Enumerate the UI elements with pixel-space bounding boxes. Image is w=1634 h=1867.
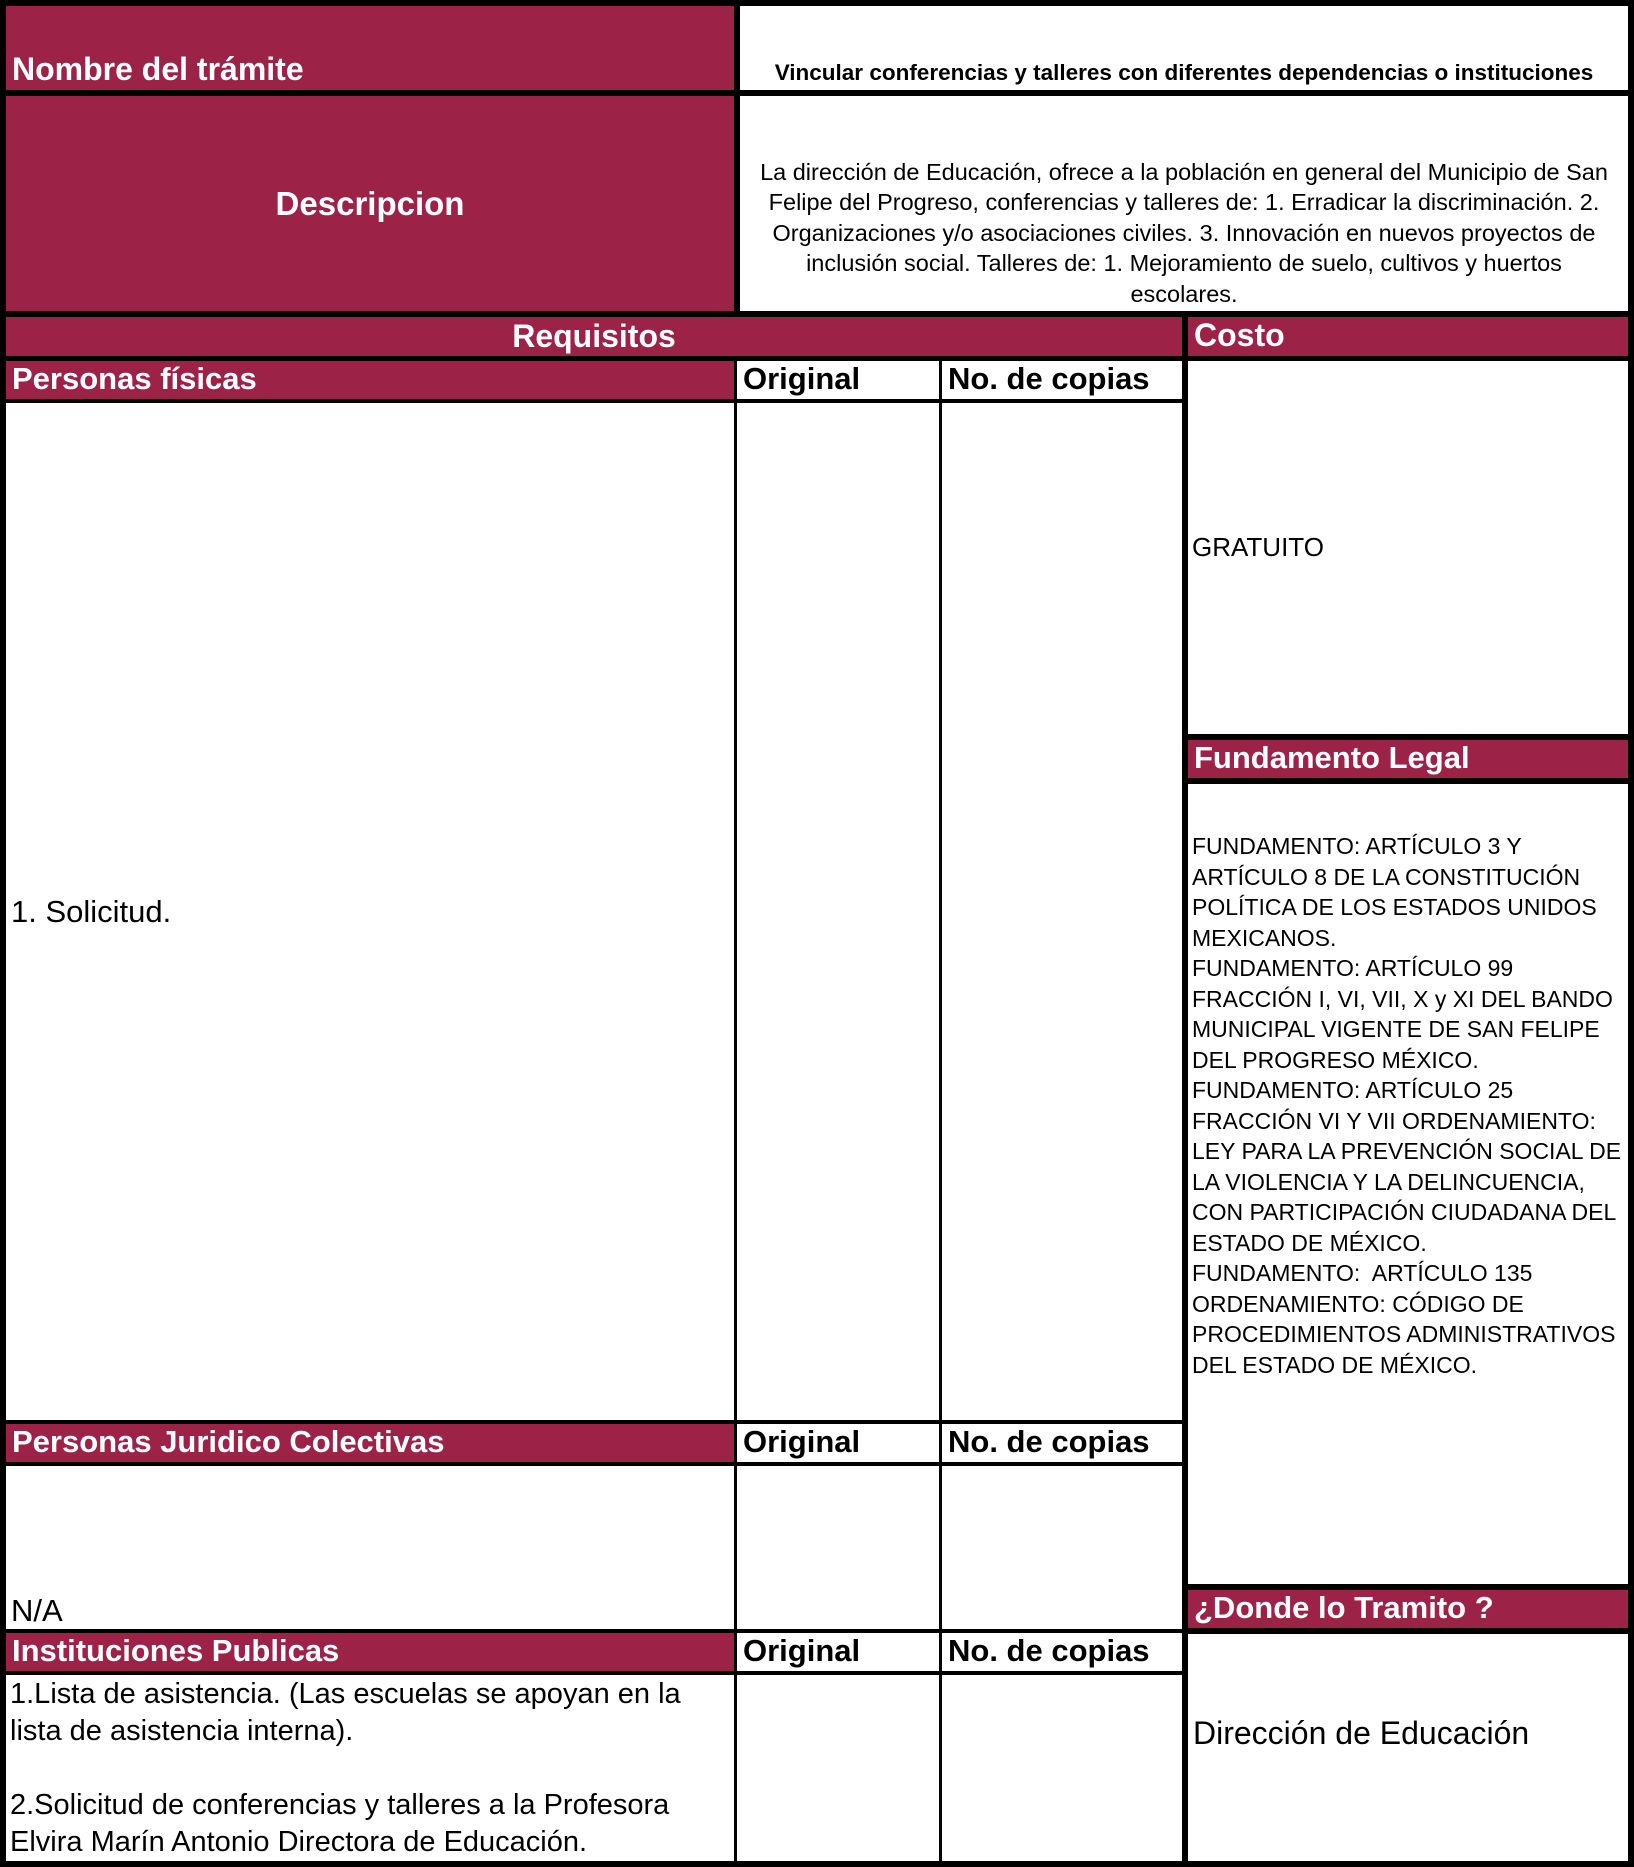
original-cell — [737, 1675, 939, 1861]
descripcion-label: Descripcion — [6, 96, 734, 311]
copias-cell — [942, 1466, 1182, 1629]
personas-fisicas-label: Personas físicas — [6, 361, 734, 399]
copias-header: No. de copias — [942, 1424, 1182, 1462]
costo-value: GRATUITO — [1188, 361, 1628, 734]
fundamento-value: FUNDAMENTO: ARTÍCULO 3 Y ARTÍCULO 8 DE LA CONSTITUCIÓN POLÍTICA DE LOS ESTADOS UNIDOS MEXICANOS. FUNDAMENTO: ARTÍCULO 99 FRACCIÓN I, VI, VII, X y XI DEL BANDO MUNICIPAL VIGENTE DE SAN FELIPE DEL PROGRESO MÉXICO. FUNDAMENTO: ARTÍCULO 25 FRACCIÓN VI Y VII ORDENAMIENTO: LEY PARA LA PREVENCIÓN SOCIAL DE LA VIOLENCIA Y LA DELINCUENCIA, CON PARTICIPACIÓN CIUDADANA DEL ESTADO DE MÉXICO. FUNDAMENTO: ARTÍCULO 135 ORDENAMIENTO: CÓDIGO DE PROCEDIMIENTOS ADMINISTRATIVOS DEL ESTADO DE MÉXICO. — [1188, 784, 1628, 1584]
original-header: Original — [737, 361, 939, 399]
copias-cell — [942, 1675, 1182, 1861]
donde-label: ¿Donde lo Tramito ? — [1188, 1590, 1628, 1628]
original-cell — [737, 1466, 939, 1629]
copias-header: No. de copias — [942, 361, 1182, 399]
personas-juridico-content: N/A — [6, 1466, 734, 1629]
copias-header: No. de copias — [942, 1633, 1182, 1671]
original-header: Original — [737, 1424, 939, 1462]
donde-value: Dirección de Educación — [1188, 1634, 1628, 1861]
instituciones-label: Instituciones Publicas — [6, 1633, 734, 1671]
personas-fisicas-content: 1. Solicitud. — [6, 403, 734, 1420]
personas-juridico-label: Personas Juridico Colectivas — [6, 1424, 734, 1462]
nombre-label: Nombre del trámite — [6, 6, 734, 90]
instituciones-content: 1.Lista de asistencia. (Las escuelas se apoyan en la lista de asistencia interna). 2.Solicitud de conferencias y talleres a la Profesora Elvira Marín Antonio Directora de Educación. — [6, 1675, 734, 1861]
requisitos-title: Requisitos — [6, 317, 1182, 356]
costo-label: Costo — [1188, 317, 1628, 356]
original-cell — [737, 403, 939, 1420]
original-header: Original — [737, 1633, 939, 1671]
copias-cell — [942, 403, 1182, 1420]
descripcion-value: La dirección de Educación, ofrece a la población en general del Municipio de San Felipe del Progreso, conferencias y talleres de: 1. Erradicar la discriminación. 2. Organizaciones y/o asociaciones civiles. 3. Innovación en nuevos proyectos de inclusión social. Talleres de: 1. Mejoramiento de suelo, cultivos y huertos escolares. — [740, 96, 1628, 311]
fundamento-label: Fundamento Legal — [1188, 740, 1628, 778]
nombre-value: Vincular conferencias y talleres con diferentes dependencias o instituciones — [740, 6, 1628, 90]
